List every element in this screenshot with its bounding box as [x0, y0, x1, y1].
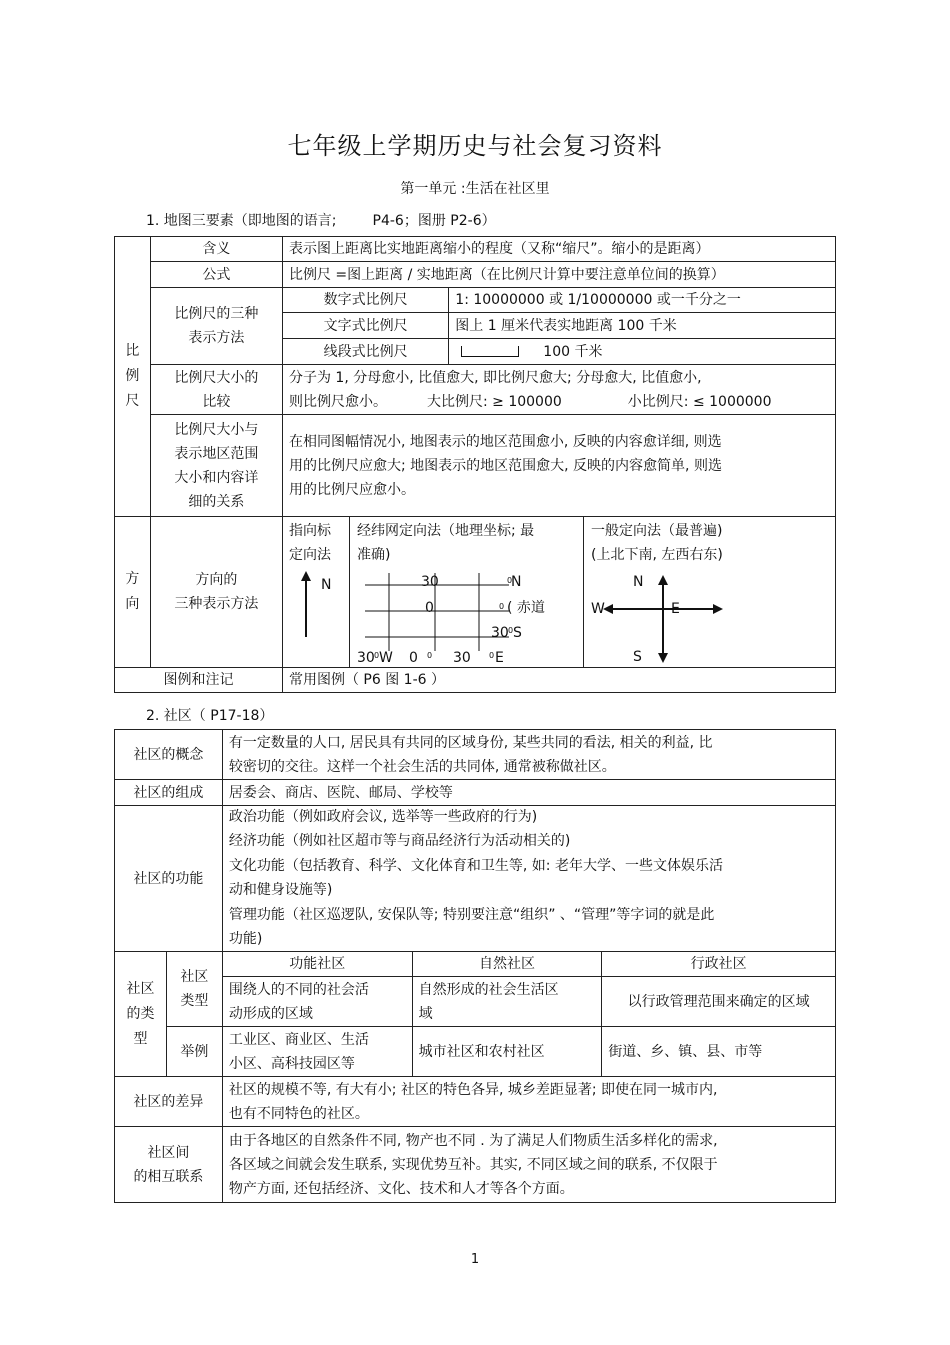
functional-desc: 围绕人的不同的社会活 动形成的区域	[222, 977, 412, 1027]
col-natural: 自然社区	[412, 952, 602, 977]
function-text: 政治功能（例如政府会议, 选举等一些政府的行为) 经济功能（例如社区超市等与商品经济行为活动相关的) 文化功能（包括教育、科学、文化体育和卫生等, 如: 老年大学、一些文体娱乐活 动和健身设施等) 管理功能（社区巡逻队, 安保队等; 特别要注意“组织” 、“管理”等字词的就是此 功能)	[222, 806, 835, 952]
mutual-relation-text: 由于各地区的自然条件不同, 物产也不同 . 为了满足人们物质生活多样化的需求, 各区域之间就会发生联系, 实现优势互补。其实, 不同区域之间的联系, 不仅限于 物产方面, 还包括经济、文化、技术和人才等各个方面。	[222, 1127, 835, 1203]
grid-lon-0: 0	[408, 650, 418, 666]
diff-text: 社区的规模不等, 有大有小; 社区的特色各异, 城乡差距显著; 即使在同一城市内, 也有不同特色的社区。	[222, 1077, 835, 1127]
direction-methods-cell	[282, 517, 835, 668]
compass-w-label: W	[590, 601, 605, 617]
grid-lat-top: 30	[420, 574, 439, 590]
section1-heading	[146, 210, 496, 230]
three-methods-label: 比例尺的三种 表示方法	[150, 288, 282, 365]
composition-text: 居委会、商店、医院、邮局、学校等	[222, 780, 835, 806]
grid-e-label: E	[494, 650, 504, 666]
pointer-method: 指向标 定向法 N	[283, 517, 350, 667]
grid-n-label: N	[510, 574, 522, 590]
grid-lon-w: 30	[356, 650, 375, 666]
direction-side-label: 方 向	[115, 517, 151, 668]
admin-desc: 以行政管理范围来确定的区域	[602, 977, 836, 1027]
grid-deg-2: 0	[498, 602, 505, 611]
composition-label: 社区的组成	[115, 780, 223, 806]
natural-desc: 自然形成的社会生活区 域	[412, 977, 602, 1027]
unit-subtitle: 第一单元 :生活在社区里	[400, 181, 550, 197]
numeric-scale-text: 1: 10000000 或 1/10000000 或一千分之一	[449, 288, 836, 313]
grid-lat-mid: 0	[424, 600, 434, 616]
compare-label: 比例尺大小的 比较	[150, 365, 282, 415]
page-title: 七年级上学期历史与社会复习资料	[287, 132, 663, 160]
diff-label: 社区的差异	[115, 1077, 223, 1127]
formula-label: 公式	[150, 262, 282, 288]
compass-n-label: N	[632, 574, 644, 590]
concept-label: 社区的概念	[115, 730, 223, 780]
grid-lat-bot: 30	[490, 625, 509, 641]
relation-text: 在相同图幅情况小, 地图表示的地区范围愈小, 反映的内容愈详细, 则选 用的比例尺应愈大; 地图表示的地区范围愈大, 反映的内容愈简单, 则选 用的比例尺应愈小。	[282, 415, 835, 517]
legend-label: 图例和注记	[115, 668, 283, 693]
legend-text: 常用图例（ P6 图 1-6 ）	[282, 668, 835, 693]
grid-deg-5: 0	[426, 651, 433, 660]
section1-heading-ref: P4-6；图册 P2-6）	[372, 213, 496, 229]
line-scale-cell	[449, 339, 836, 365]
text-scale-text: 图上 1 厘米代表实地距离 100 千米	[449, 313, 836, 339]
function-label: 社区的功能	[115, 806, 223, 952]
section2-heading: 2. 社区（ P17-18）	[146, 708, 274, 724]
types-side-label: 社区 的类 型	[115, 952, 167, 1077]
mutual-relation-label: 社区间 的相互联系	[115, 1127, 223, 1203]
map-elements-table	[114, 236, 836, 693]
grid-s-label: S	[512, 625, 522, 641]
formula-text: 比例尺 =图上距离 / 实地距离（在比例尺计算中要注意单位间的换算）	[282, 262, 835, 288]
meaning-text: 表示图上距离比实地距离缩小的程度（又称“缩尺”。缩小的是距离）	[282, 237, 835, 262]
direction-methods-label: 方向的 三种表示方法	[150, 517, 282, 668]
col-admin: 行政社区	[602, 952, 836, 977]
line-scale-bar-icon	[461, 346, 519, 357]
section1-heading-text: 1. 地图三要素（即地图的语言;	[146, 213, 337, 229]
compass-e-label: E	[670, 601, 680, 617]
type-label: 社区 类型	[166, 952, 222, 1027]
grid-deg-1: 0	[506, 576, 513, 585]
compass-cross-icon	[603, 573, 723, 663]
compare-text: 分子为 1, 分母愈小, 比值愈大, 即比例尺愈大; 分母愈大, 比值愈小, 则比例尺愈小。 大比例尺: ≥ 100000 小比例尺: ≤ 1000000	[282, 365, 835, 415]
line-scale-text: 100 千米	[543, 343, 603, 360]
example-label: 举例	[166, 1027, 222, 1077]
grid-method: 经纬网定向法（地理坐标; 最 准确) 30 0 N 0 0 ( 赤道 30 0 S 30 0 W 0 0 30 0 E	[349, 517, 584, 667]
grid-deg-6: 0	[488, 651, 495, 660]
grid-deg-3: 0	[507, 626, 514, 635]
col-functional: 功能社区	[222, 952, 412, 977]
text-scale-label: 文字式比例尺	[282, 313, 448, 339]
north-arrow-icon	[299, 571, 313, 637]
concept-text: 有一定数量的人口, 居民具有共同的区域身份, 某些共同的看法, 相关的利益, 比 较密切的交往。这样一个社会生活的共同体, 通常被称做社区。	[222, 730, 835, 780]
numeric-scale-label: 数字式比例尺	[282, 288, 448, 313]
grid-deg-4: 0	[373, 651, 380, 660]
grid-lon-e: 30	[452, 650, 471, 666]
relation-label: 比例尺大小与 表示地区范围 大小和内容详 细的关系	[150, 415, 282, 517]
natural-example: 城市社区和农村社区	[412, 1027, 602, 1077]
grid-w-label: W	[378, 650, 393, 666]
compass-s-label: S	[632, 649, 642, 665]
scale-side-label: 比 例 尺	[115, 237, 151, 517]
community-table	[114, 729, 836, 1203]
meaning-label: 含义	[150, 237, 282, 262]
grid-equator-label: ( 赤道	[506, 600, 545, 616]
functional-example: 工业区、商业区、生活 小区、高科技园区等	[222, 1027, 412, 1077]
page-number: 1	[470, 1252, 480, 1267]
pointer-n-label: N	[320, 577, 332, 593]
general-method: 一般定向法（最普遍) (上北下南, 左西右东) N W E S	[590, 523, 723, 665]
admin-example: 街道、乡、镇、县、市等	[602, 1027, 836, 1077]
line-scale-label: 线段式比例尺	[282, 339, 448, 365]
